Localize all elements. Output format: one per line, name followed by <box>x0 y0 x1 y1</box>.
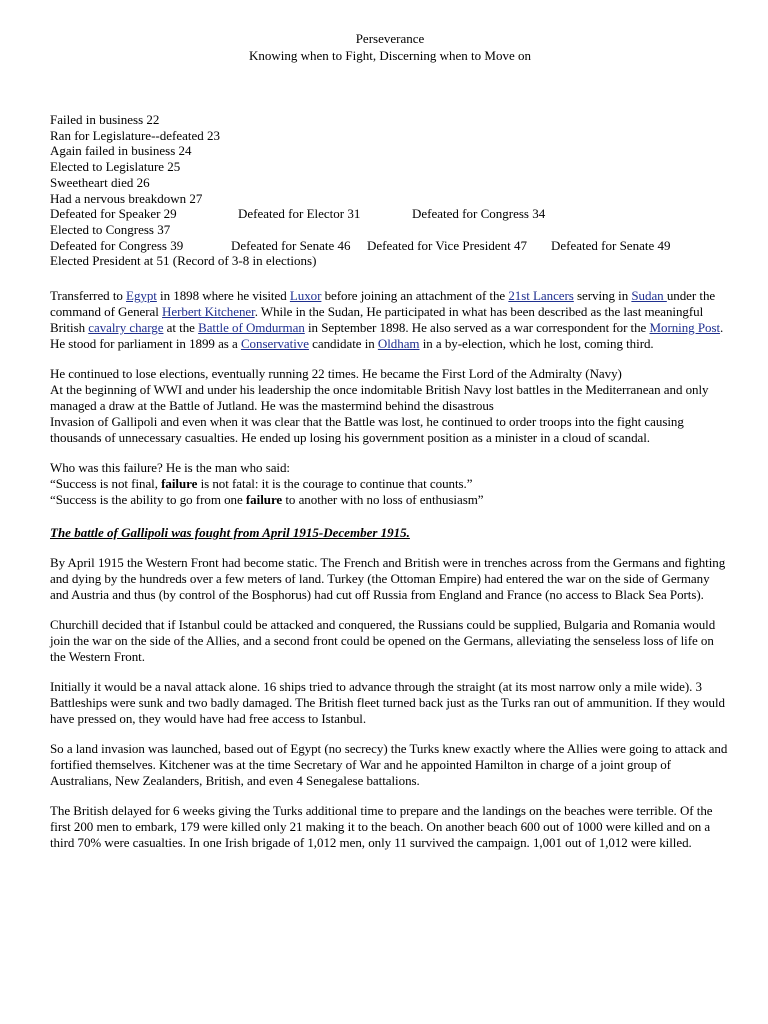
paragraph-line: He continued to lose elections, eventually running 22 times. He became the First Lord of the Admiralty (Navy) <box>50 366 622 382</box>
record-entry: Defeated for Senate 46 <box>231 237 351 253</box>
record-entry: Defeated for Vice President 47 <box>367 237 527 253</box>
record-line: Elected to Congress 37 <box>50 221 171 237</box>
text-run: “Success is not final, <box>50 476 162 492</box>
page-title: Perseverance <box>355 31 425 46</box>
link-morning-post[interactable]: Morning Post <box>649 320 721 336</box>
gallipoli-paragraph: By April 1915 the Western Front had become static. The French and British were in trenches across from the Germans and fighting and dying by the hundreds over a few meters of land. Turkey (the Ottoman Empire) had entered the war on the side of Germany and Austria and thus (by control of the Bosphorus) had cut off Russia from England and France (no access to Black Sea Ports). <box>50 555 726 603</box>
link-battle-of-omdurman[interactable]: Battle of Omdurman <box>198 320 305 336</box>
emphasis-failure: failure <box>245 492 283 508</box>
gallipoli-paragraph: Initially it would be a naval attack alone. 16 ships tried to advance through the straight (at its most narrow only a mile wide). 3 Battleships were sunk and two badly damaged. The British fleet turned back just as the Turks ran out of ammunition. If they would have pressed on, they would have had free access to Istanbul. <box>50 679 725 727</box>
link-luxor[interactable]: Luxor <box>289 288 322 304</box>
record-entry: Defeated for Senate 49 <box>551 237 671 253</box>
quote-line <box>50 476 730 492</box>
link-oldham[interactable]: Oldham <box>377 336 420 352</box>
record-entry: Defeated for Speaker 29 <box>50 206 177 222</box>
text-run: “Success is the ability to go from one <box>50 492 246 508</box>
text-run: before joining an attachment of the <box>321 288 509 304</box>
paragraph-line: Invasion of Gallipoli and even when it was clear that the Battle was lost, he continued to order troops into the fight causing thousands of unnecessary casualties. He ended up losing his government position as a minister in a cloud of scandal. <box>50 414 684 446</box>
record-line: Ran for Legislature--defeated 23 <box>50 127 221 143</box>
text-run: in a by-election, which he lost, coming third. <box>419 336 654 352</box>
record-line: Again failed in business 24 <box>50 143 192 159</box>
gallipoli-paragraph: Churchill decided that if Istanbul could be attacked and conquered, the Russians could be supplied, Bulgaria and Romania would join the war on the side of the Allies, and a second front could be opened on the Germans, alleviating the senseless loss of life on the Western Front. <box>50 617 716 665</box>
gallipoli-paragraph: The British delayed for 6 weeks giving the Turks additional time to prepare and the landings on the beaches were terrible. Of the first 200 men to embark, 179 were killed only 21 making it to the beach. On another beach 600 out of 1000 were killed and on a third 70% were casualties. In one Irish brigade of 1,012 men, only 11 survived the campaign. 1,001 out of 1,012 were killed. <box>50 803 713 851</box>
emphasis-failure: failure <box>161 476 198 492</box>
text-run: under the command of General <box>50 288 716 320</box>
link-cavalry-charge[interactable]: cavalry charge <box>88 320 164 336</box>
text-run: serving in <box>573 288 632 304</box>
text-run: in 1898 where he visited <box>156 288 290 304</box>
text-run: . While in the Sudan, He participated in what has been described as the last meaningful British <box>50 304 704 336</box>
quote-intro: Who was this failure? He is the man who said: <box>50 460 290 476</box>
record-line: Elected to Legislature 25 <box>50 159 181 175</box>
text-run: candidate in <box>308 336 378 352</box>
document-page <box>50 30 730 851</box>
document-header <box>50 30 730 64</box>
text-run: at the <box>163 320 199 336</box>
record-line <box>50 238 730 254</box>
link-egypt[interactable]: Egypt <box>126 288 157 304</box>
churchill-failures-paragraph <box>50 366 730 446</box>
record-line: Elected President at 51 (Record of 3-8 in elections) <box>50 253 317 269</box>
link-conservative[interactable]: Conservative <box>240 336 309 352</box>
link-21st-lancers[interactable]: 21st Lancers <box>508 288 574 304</box>
gallipoli-heading: The battle of Gallipoli was fought from April 1915-December 1915. <box>50 525 410 541</box>
record-line <box>50 206 730 222</box>
record-entry: Defeated for Elector 31 <box>238 206 361 222</box>
record-line: Had a nervous breakdown 27 <box>50 190 203 206</box>
record-entry: Defeated for Congress 39 <box>50 237 184 253</box>
text-run: . He stood for parliament in 1899 as a <box>50 320 724 352</box>
link-sudan[interactable]: Sudan <box>631 288 667 304</box>
text-run: Transferred to <box>50 288 127 304</box>
churchill-bio-paragraph <box>50 288 730 352</box>
page-subtitle: Knowing when to Fight, Discerning when to Move on <box>248 48 531 63</box>
record-entry: Defeated for Congress 34 <box>412 206 546 222</box>
election-record <box>50 112 730 269</box>
paragraph-line: At the beginning of WWI and under his leadership the once indomitable British Navy lost battles in the Mediterranean and only managed a draw at the Battle of Jutland. He was the mastermind behind the disastrous <box>50 382 709 414</box>
quote-line <box>50 492 730 508</box>
record-line: Failed in business 22 <box>50 112 160 127</box>
link-herbert-kitchener[interactable]: Herbert Kitchener <box>162 304 255 320</box>
text-run: in September 1898. He also served as a war correspondent for the <box>304 320 650 336</box>
text-run: is not fatal: it is the courage to continue that counts.” <box>197 476 473 492</box>
record-line: Sweetheart died 26 <box>50 174 150 190</box>
quotes-block <box>50 460 730 508</box>
gallipoli-paragraph: So a land invasion was launched, based out of Egypt (no secrecy) the Turks knew exactly where the Allies were going to attack and fortified themselves. Kitchener was at the time Secretary of War and he appointed Hamilton in charge of a joint group of Australians, New Zealanders, British, and even 4 Senegalese battalions. <box>50 741 728 789</box>
text-run: to another with no loss of enthusiasm” <box>282 492 484 508</box>
